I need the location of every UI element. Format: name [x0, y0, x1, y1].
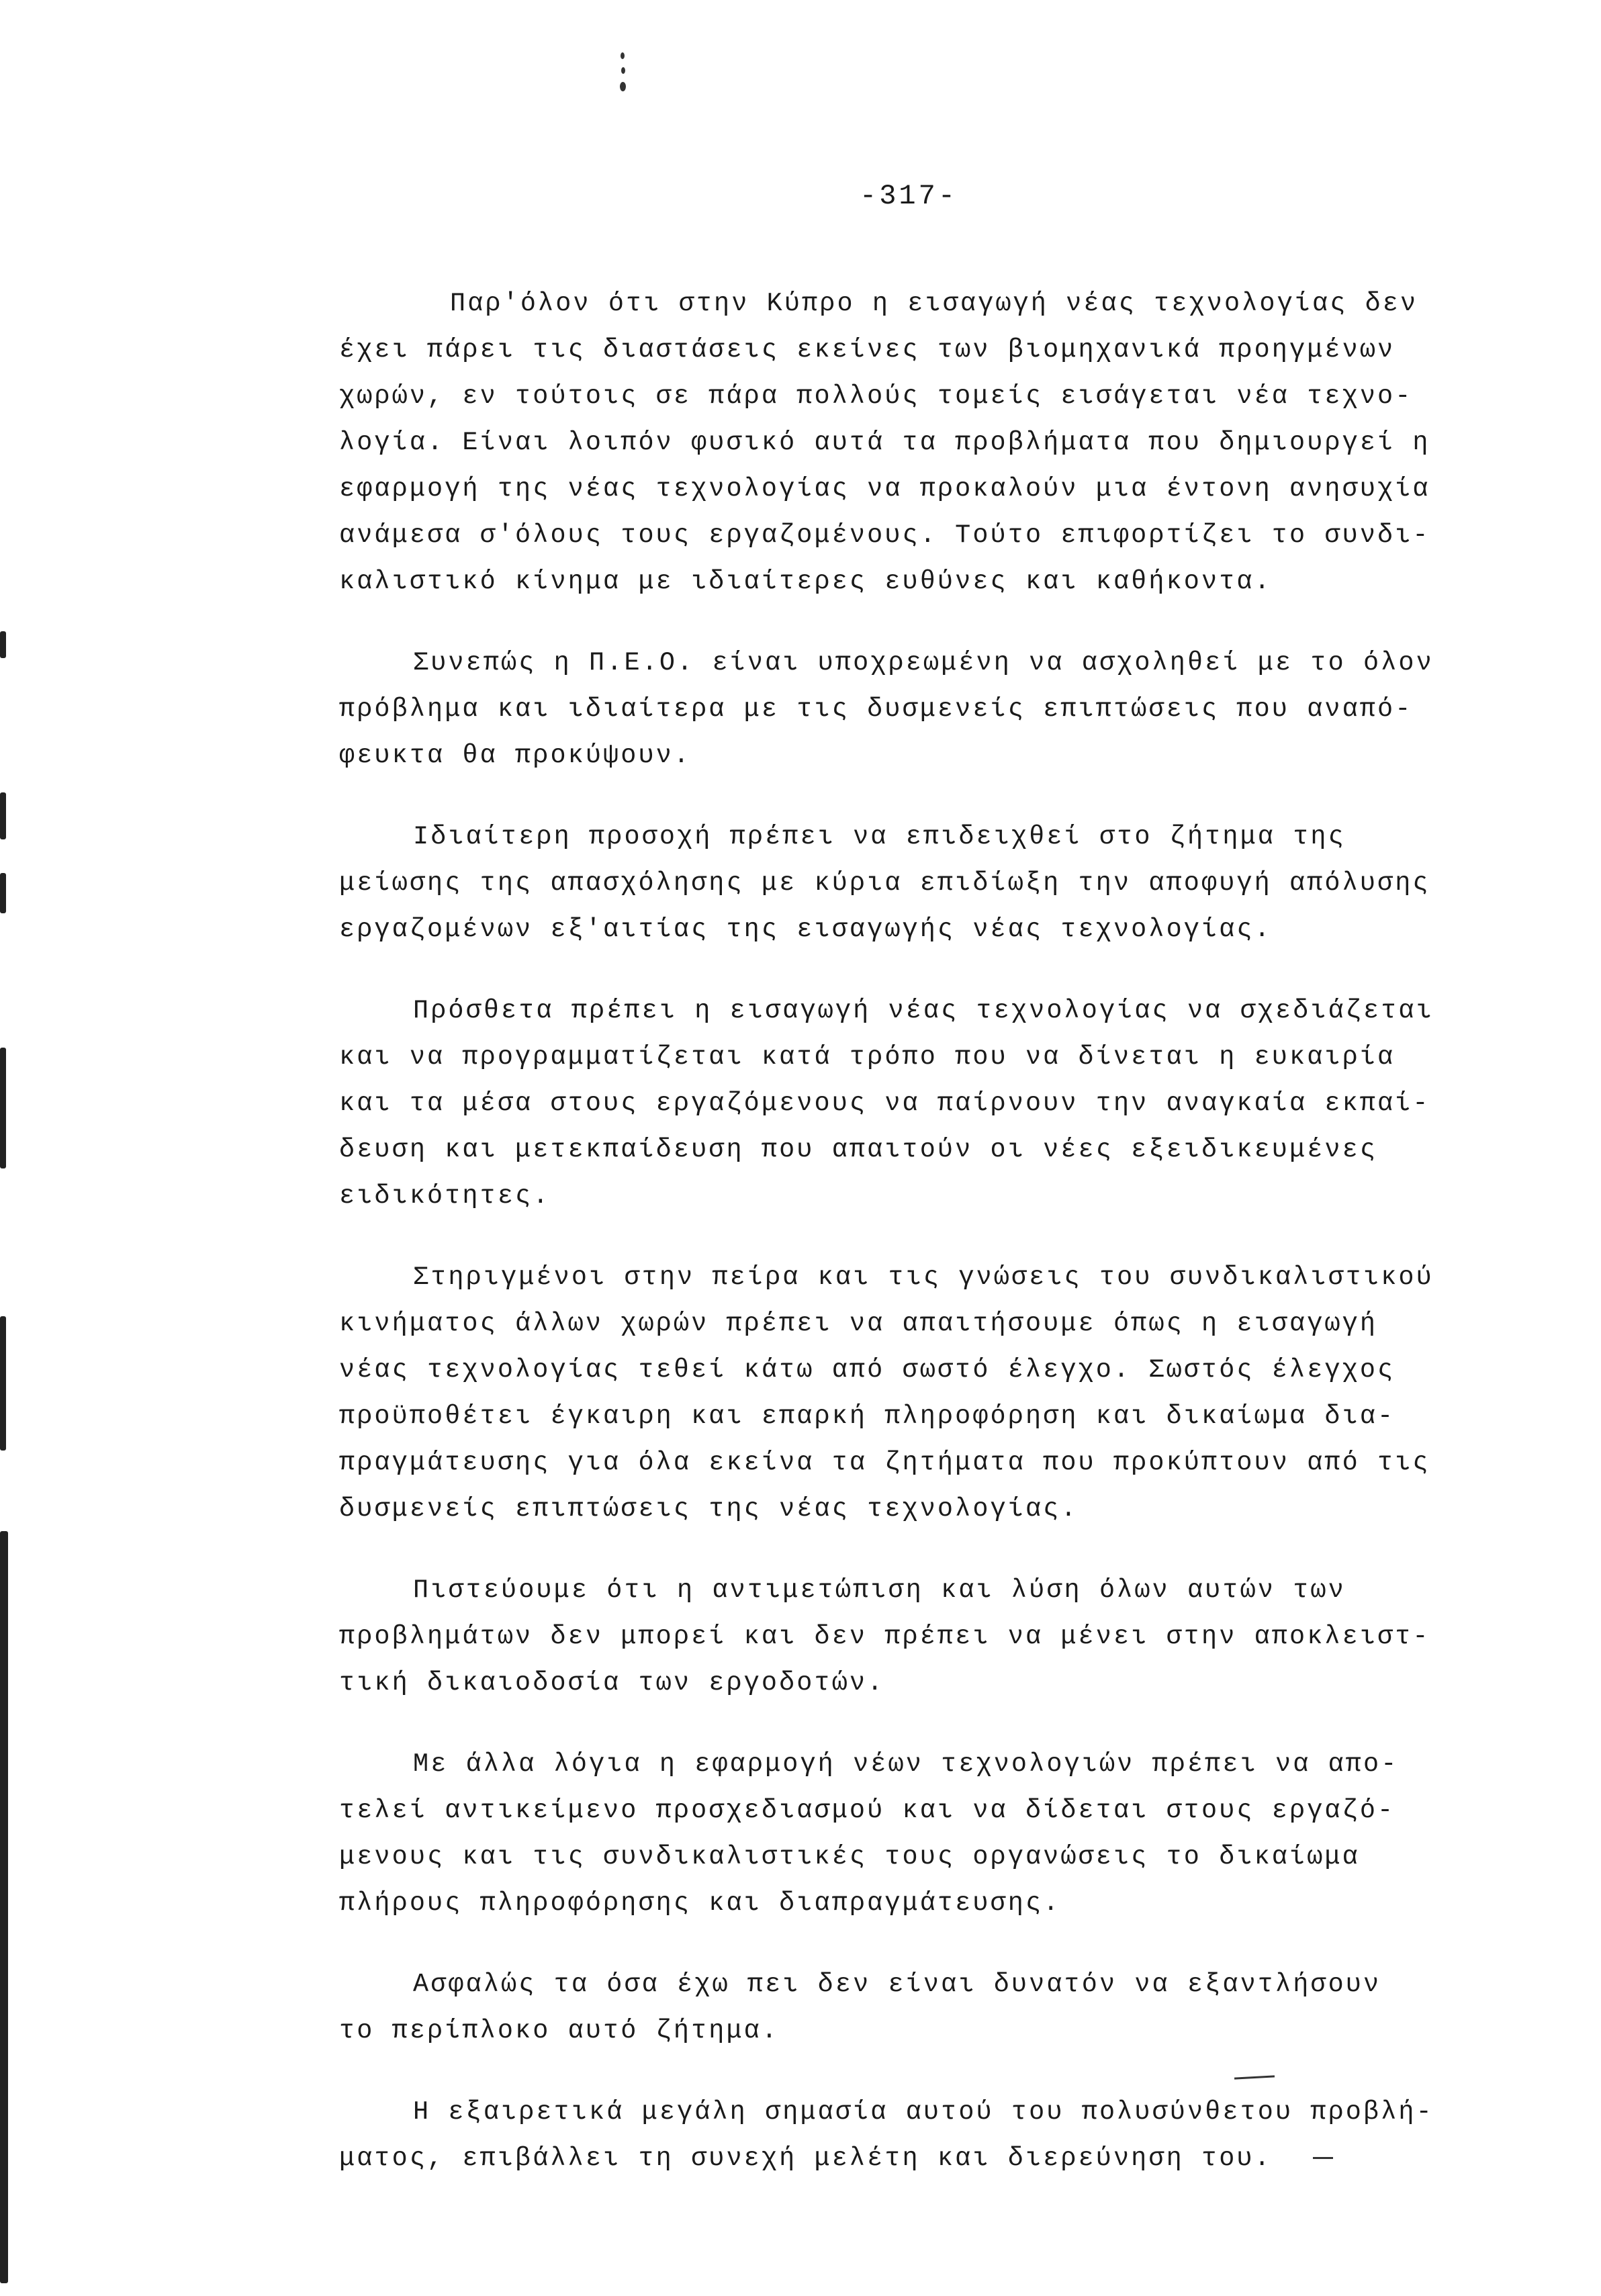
binding-edge-mark [0, 792, 6, 839]
text-line: τική δικαιοδοσία των εργοδοτών. [339, 1668, 885, 1698]
text-line: το περίπλοκο αυτό ζήτημα. [339, 2016, 780, 2046]
text-line: πρόβλημα και ιδιαίτερα με τις δυσμενείς επιπτώσεις που αναπό- [339, 694, 1413, 724]
text-line: προβλημάτων δεν μπορεί και δεν πρέπει να μένει στην αποκλειστ- [339, 1622, 1430, 1651]
text-line: και να προγραμματίζεται κατά τρόπο που να δίνεται η ευκαιρία [339, 1042, 1396, 1072]
text-line: και τα μέσα στους εργαζόμενους να παίρνουν την αναγκαία εκπαί- [339, 1089, 1430, 1118]
paragraph-2 [339, 640, 1494, 779]
text-line: λογία. Είναι λοιπόν φυσικό αυτά τα προβλήματα που δημιουργεί η [339, 428, 1430, 457]
text-line: ματος, επιβάλλει τη συνεχή μελέτη και διερεύνηση του. [339, 2144, 1272, 2173]
text-line: δευση και μετεκπαίδευση που απαιτούν οι νέες εξειδικευμένες [339, 1135, 1378, 1164]
paragraph-6 [339, 1567, 1494, 1706]
text-line: Πιστεύουμε ότι η αντιμετώπιση και λύση όλων αυτών των [413, 1575, 1346, 1605]
paragraph-5 [339, 1254, 1494, 1532]
binding-edge-mark [0, 1531, 8, 2283]
page-number: -317- [860, 180, 958, 212]
paragraph-9 [339, 2089, 1494, 2182]
binding-edge-mark [0, 1048, 6, 1168]
binding-edge-mark [0, 1316, 6, 1451]
text-line: κινήματος άλλων χωρών πρέπει να απαιτήσουμε όπως η εισαγωγή [339, 1309, 1378, 1338]
text-line: καλιστικό κίνημα με ιδιαίτερες ευθύνες και καθήκοντα. [339, 567, 1272, 596]
text-line: εφαρμογή της νέας τεχνολογίας να προκαλούν μια έντονη ανησυχία [339, 474, 1430, 504]
text-line: Ιδιαίτερη προσοχή πρέπει να επιδειχθεί στο ζήτημα της [413, 822, 1346, 852]
binding-edge-mark [0, 873, 6, 913]
text-line: Πρόσθετα πρέπει η εισαγωγή νέας τεχνολογίας να σχεδιάζεται [413, 996, 1434, 1025]
text-line: μενους και τις συνδικαλιστικές τους οργανώσεις το δικαίωμα [339, 1842, 1360, 1872]
document-body [339, 281, 1494, 2217]
text-line: Η εξαιρετικά μεγάλη σημασία αυτού του πολυσύνθετου προβλή- [413, 2097, 1434, 2127]
text-line: δυσμενείς επιπτώσεις της νέας τεχνολογίας. [339, 1494, 1079, 1524]
text-line: ειδικότητες. [339, 1181, 551, 1211]
text-line: προϋποθέτει έγκαιρη και επαρκή πληροφόρηση και δικαίωμα δια- [339, 1402, 1396, 1431]
text-line: χωρών, εν τούτοις σε πάρα πολλούς τομείς εισάγεται νέα τεχνο- [339, 381, 1413, 411]
text-line: τελεί αντικείμενο προσχεδιασμού και να δίδεται στους εργαζό- [339, 1796, 1396, 1825]
paragraph-7 [339, 1741, 1494, 1927]
binding-edge-mark [0, 631, 6, 658]
paragraph-3 [339, 814, 1494, 953]
paragraph-8 [339, 1962, 1494, 2054]
text-line: μείωσης της απασχόλησης με κύρια επιδίωξη την αποφυγή απόλυσης [339, 868, 1430, 898]
text-line: πραγμάτευσης για όλα εκείνα τα ζητήματα που προκύπτουν από τις [339, 1448, 1430, 1477]
text-line: Παρ'όλον ότι στην Κύπρο η εισαγωγή νέας τεχνολογίας δεν [450, 289, 1418, 318]
text-line: Με άλλα λόγια η εφαρμογή νέων τεχνολογιών πρέπει να απο- [413, 1749, 1399, 1779]
text-line: νέας τεχνολογίας τεθεί κάτω από σωστό έλεγχο. Σωστός έλεγχος [339, 1355, 1396, 1385]
scan-speck [621, 52, 625, 59]
text-line: πλήρους πληροφόρησης και διαπραγμάτευσης. [339, 1888, 1061, 1918]
text-line: εργαζομένων εξ'αιτίας της εισαγωγής νέας τεχνολογίας. [339, 915, 1272, 944]
text-line: Ασφαλώς τα όσα έχω πει δεν είναι δυνατόν να εξαντλήσουν [413, 1970, 1381, 1999]
scan-speck [620, 82, 626, 91]
text-line: φευκτα θα προκύψουν. [339, 741, 692, 770]
scan-speck [621, 67, 625, 74]
paragraph-1 [339, 281, 1494, 605]
text-line: έχει πάρει τις διαστάσεις εκείνες των βιομηχανικά προηγμένων [339, 335, 1396, 365]
paragraph-4 [339, 988, 1494, 1220]
text-line: Στηριγμένοι στην πείρα και τις γνώσεις του συνδικαλιστικού [413, 1262, 1434, 1292]
text-line: Συνεπώς η Π.Ε.Ο. είναι υποχρεωμένη να ασχοληθεί με το όλον [413, 648, 1434, 678]
text-line: ανάμεσα σ'όλους τους εργαζομένους. Τούτο επιφορτίζει το συνδι- [339, 520, 1430, 550]
